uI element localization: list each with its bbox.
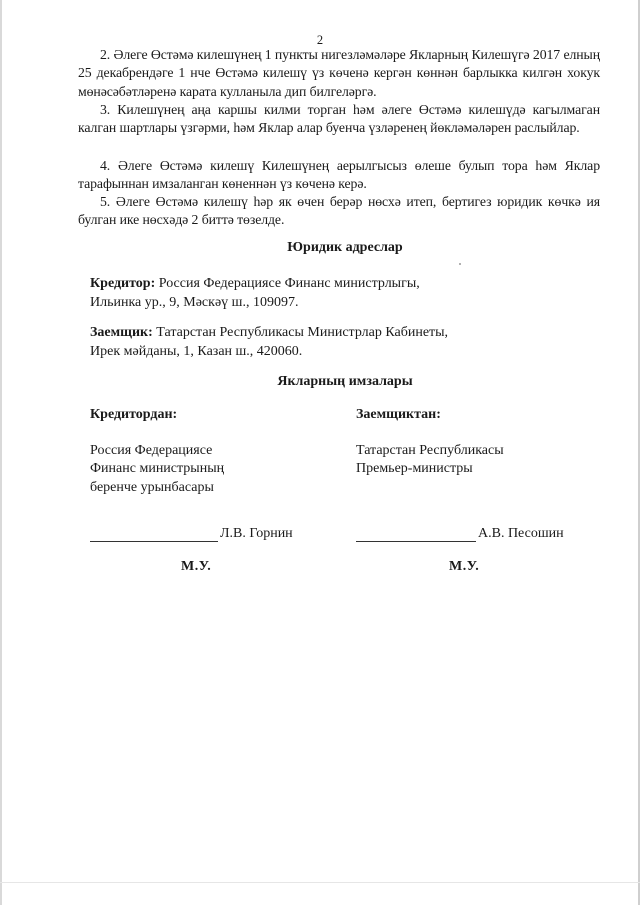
creditor-address-line-2: Ильинка ур., 9, Мәскәү ш., 109097.	[90, 294, 299, 310]
borrower-address-block	[90, 324, 610, 361]
creditor-position-line-2: Финанс министрының	[90, 461, 225, 477]
borrower-address-line-1	[90, 324, 610, 343]
paragraph-2: 2. Әлеге Өстәмә килешүнең 1 пункты нигезләмәләре Якларның Килешүгә 2017 елның 25 декабрендәге 1 нче Өстәмә килешү үз көченә кергән көннән барлыкка килгән хокук мөнәсәбәтләренә карата кулланыла дип билгеләргә.	[78, 47, 600, 99]
legal-addresses-heading: Юридик адреслар	[287, 240, 403, 255]
borrower-signer-name: А.В. Песошин	[478, 526, 564, 541]
scan-speck	[459, 263, 461, 265]
page-number: 2	[316, 33, 324, 47]
paragraph-3: 3. Килешүнең аңа каршы килми торган һәм әлеге Өстәмә килешүдә кагылмаган калган шартлары үзгәрми, һәм Яклар алар буенча үзләренең йөкләмәләрен раслыйлар.	[78, 102, 600, 136]
creditor-address-block	[90, 275, 610, 312]
borrower-name: Татарстан Республикасы Министрлар Кабинеты,	[152, 325, 449, 340]
creditor-position-line-1: Россия Федерациясе	[90, 443, 213, 458]
borrower-label: Заемщик:	[90, 325, 153, 340]
creditor-side-title: Кредитордан:	[90, 407, 178, 422]
scan-edge-left	[0, 0, 2, 905]
creditor-seal-place: М.У.	[181, 559, 212, 574]
scan-edge-bottom	[0, 882, 640, 883]
creditor-address-line-1	[90, 275, 610, 294]
creditor-name: Россия Федерациясе Финанс министрлыгы,	[155, 276, 420, 291]
creditor-signer-position	[90, 442, 224, 497]
paragraph-5: 5. Әлеге Өстәмә килешү һәр як өчен берәр нөсхә итеп, бертигез юридик көчкә ия булган ике нөсхәдә 2 биттә төзелде.	[78, 194, 600, 228]
borrower-position-line-1: Татарстан Республикасы	[356, 443, 504, 458]
creditor-signature-line	[90, 541, 218, 542]
borrower-signer-position	[356, 442, 504, 479]
creditor-signer-name: Л.В. Горнин	[220, 526, 293, 541]
borrower-side-title: Заемщиктан:	[356, 407, 441, 422]
borrower-seal-place: М.У.	[449, 559, 480, 574]
borrower-address-line-2: Ирек мәйданы, 1, Казан ш., 420060.	[90, 343, 303, 359]
paragraph-4: 4. Әлеге Өстәмә килешү Килешүнең аерылгысыз өлеше булып тора һәм Яклар тарафыннан имзаланган көненнән үз көченә керә.	[78, 158, 600, 192]
borrower-signature-line	[356, 541, 476, 542]
borrower-position-line-2: Премьер-министры	[356, 461, 473, 477]
creditor-label: Кредитор:	[90, 276, 156, 291]
signatures-heading: Якларның имзалары	[277, 374, 413, 389]
creditor-position-line-3: беренче урынбасары	[90, 479, 214, 495]
